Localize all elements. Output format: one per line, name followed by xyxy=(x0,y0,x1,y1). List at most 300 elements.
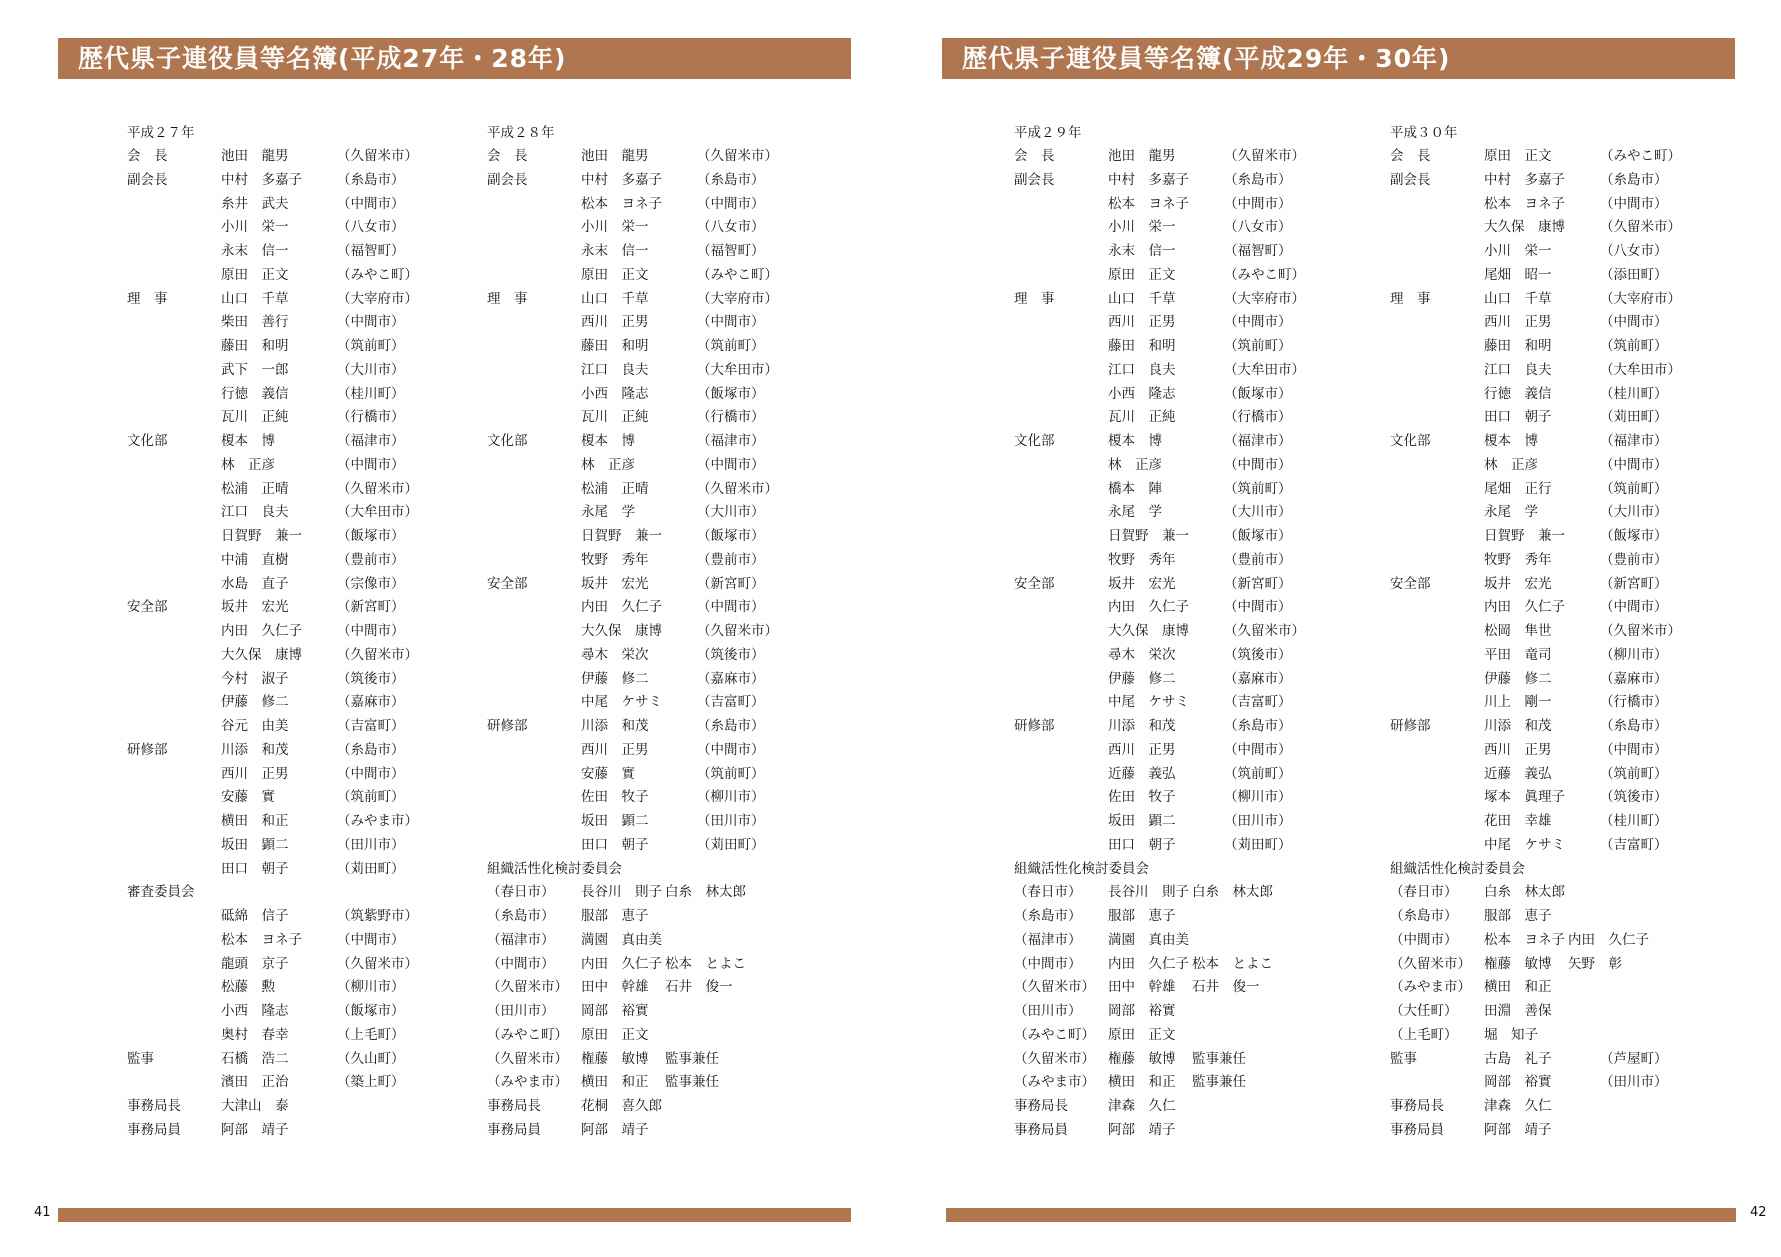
member-area: （中間市） xyxy=(1600,195,1668,212)
year-heading: 平成２８年 xyxy=(487,125,555,141)
member-name: 中尾 ケサミ xyxy=(1484,836,1565,853)
roster-row xyxy=(1390,1048,1668,1072)
year-heading: 平成２９年 xyxy=(1014,125,1082,141)
member-area: （八女市） xyxy=(1600,243,1668,259)
roster-row xyxy=(127,691,405,715)
role-label: 事務局員 xyxy=(1390,1121,1444,1138)
roster-row xyxy=(487,406,765,430)
roster-row xyxy=(1390,668,1668,692)
member-name: 権藤 敏博 xyxy=(1108,1050,1176,1067)
member-name: 内田 久仁子 xyxy=(1108,599,1189,616)
member-name: 阿部 靖子 xyxy=(221,1121,289,1138)
roster-row xyxy=(127,383,405,407)
roster-row xyxy=(1014,691,1292,715)
role-label: 文化部 xyxy=(487,433,528,449)
page-number: 41 xyxy=(34,1205,51,1220)
member-name: 永末 信一 xyxy=(581,243,649,259)
member-area: （福智町） xyxy=(1224,243,1292,259)
member-area: （嘉麻市） xyxy=(1224,670,1292,687)
member-name: 川添 和茂 xyxy=(1108,718,1176,734)
roster-row xyxy=(487,454,765,478)
member-area: （大牟田市） xyxy=(697,361,778,378)
roster-row xyxy=(1014,644,1292,668)
member-name: 池田 龍男 xyxy=(581,148,649,164)
roster-row xyxy=(127,620,405,644)
roster-row xyxy=(1390,216,1681,240)
member-area: （福津市） xyxy=(337,433,405,449)
roster-row xyxy=(1390,549,1668,573)
roster-row xyxy=(1390,406,1668,430)
roster-row xyxy=(127,1095,289,1119)
member-area: （添田町） xyxy=(1600,266,1668,283)
member-name: 内田 久仁子 xyxy=(1484,599,1565,616)
roster-row xyxy=(1390,953,1622,977)
member-area: （新宮町） xyxy=(697,575,765,592)
roster-row xyxy=(1014,1119,1176,1143)
roster-row xyxy=(127,739,405,763)
role-label: 研修部 xyxy=(1014,718,1055,734)
member-name-extra: 白糸 林太郎 xyxy=(665,884,746,901)
member-name-extra: 矢野 彰 xyxy=(1568,955,1622,972)
member-name-extra: 監事兼任 xyxy=(1192,1050,1246,1067)
member-area: （筑前町） xyxy=(1224,480,1292,497)
member-name: 内田 久仁子 xyxy=(581,955,662,972)
member-name: 田口 朝子 xyxy=(1108,836,1176,853)
roster-row xyxy=(1390,929,1649,953)
member-name: 満園 真由美 xyxy=(581,931,662,948)
roster-row xyxy=(1390,478,1668,502)
affiliation: （中間市） xyxy=(1014,955,1082,972)
member-area: （筑後市） xyxy=(697,646,765,663)
member-name: 内田 久仁子 xyxy=(1108,955,1189,972)
member-name: 日賀野 兼一 xyxy=(1484,528,1565,544)
member-name: 坂井 宏光 xyxy=(581,575,649,592)
year-heading: 平成３０年 xyxy=(1390,125,1458,141)
member-name: 小川 栄一 xyxy=(221,219,289,236)
affiliation: （みやま市） xyxy=(487,1074,568,1091)
member-area: （上毛町） xyxy=(337,1026,405,1043)
member-name: 川添 和茂 xyxy=(1484,718,1552,734)
roster-row xyxy=(1390,335,1668,359)
member-name: 榎本 博 xyxy=(581,433,635,449)
roster-row xyxy=(1014,1024,1176,1048)
roster-row xyxy=(127,810,418,834)
member-name: 古島 礼子 xyxy=(1484,1050,1552,1067)
member-area: （糸島市） xyxy=(1224,718,1292,734)
member-area: （糸島市） xyxy=(337,741,405,758)
member-name: 安藤 實 xyxy=(581,765,635,782)
member-area: （新宮町） xyxy=(337,599,405,616)
member-area: （久留米市） xyxy=(1224,148,1305,164)
member-area: （柳川市） xyxy=(1600,646,1668,663)
roster-column-h30 xyxy=(1390,121,1681,1143)
roster-row xyxy=(487,620,778,644)
member-name: 坂田 顕二 xyxy=(1108,813,1176,829)
member-area: （筑後市） xyxy=(1600,789,1668,806)
member-area: （大宰府市） xyxy=(697,290,778,307)
member-area: （久留米市） xyxy=(337,148,418,164)
role-label: 事務局員 xyxy=(1014,1121,1068,1138)
roster-row xyxy=(1390,1119,1552,1143)
member-area: （大川市） xyxy=(1600,504,1668,521)
roster-row xyxy=(487,288,778,312)
member-area: （柳川市） xyxy=(697,789,765,806)
roster-column-h27 xyxy=(127,121,418,1143)
roster-row xyxy=(127,881,195,905)
roster-row xyxy=(1390,834,1668,858)
member-name: 川添 和茂 xyxy=(221,741,289,758)
member-name: 塚本 眞理子 xyxy=(1484,789,1565,806)
member-name-extra: 石井 俊一 xyxy=(665,979,733,996)
member-name: 永尾 学 xyxy=(1484,504,1538,521)
member-area: （柳川市） xyxy=(1224,789,1292,806)
roster-row xyxy=(1014,834,1292,858)
member-name: 糸井 武夫 xyxy=(221,195,289,212)
role-label: 事務局長 xyxy=(1014,1098,1068,1114)
member-area: （田川市） xyxy=(1600,1074,1668,1091)
roster-row xyxy=(487,264,778,288)
roster-row xyxy=(127,976,405,1000)
member-area: （八女市） xyxy=(697,219,765,236)
member-name: 西川 正男 xyxy=(1108,741,1176,758)
member-name: 柴田 善行 xyxy=(221,314,289,331)
member-name: 小川 栄一 xyxy=(581,219,649,236)
member-name: 原田 正文 xyxy=(1108,1026,1176,1043)
member-name: 瓦川 正純 xyxy=(1108,409,1176,426)
member-area: （行橋市） xyxy=(1600,694,1668,711)
member-name: 近藤 義弘 xyxy=(1108,765,1176,782)
roster-row xyxy=(1390,786,1668,810)
roster-row xyxy=(487,1119,649,1143)
roster-row xyxy=(127,858,405,882)
roster-row xyxy=(1014,953,1273,977)
member-name: 坂井 宏光 xyxy=(1484,575,1552,592)
role-label: 組織活性化検討委員会 xyxy=(1014,860,1149,877)
member-area: （大宰府市） xyxy=(1224,290,1305,307)
member-name: 原田 正文 xyxy=(1108,266,1176,283)
member-area: （久留米市） xyxy=(1600,219,1681,236)
member-name: 武下 一郎 xyxy=(221,361,289,378)
roster-row xyxy=(1390,501,1668,525)
member-name: 原田 正文 xyxy=(581,1026,649,1043)
member-name: 伊藤 修二 xyxy=(1484,670,1552,687)
roster-row xyxy=(1014,1095,1176,1119)
member-area: （八女市） xyxy=(337,219,405,236)
member-name: 尋木 栄次 xyxy=(1108,646,1176,663)
roster-row xyxy=(487,905,649,929)
role-label: 会 長 xyxy=(487,148,528,164)
member-name: 佐田 牧子 xyxy=(581,789,649,806)
member-name: 西川 正男 xyxy=(221,765,289,782)
roster-row xyxy=(487,169,765,193)
member-name-extra: 監事兼任 xyxy=(665,1074,719,1091)
roster-row xyxy=(487,976,733,1000)
roster-row xyxy=(487,430,765,454)
roster-row xyxy=(127,834,405,858)
role-label: 安全部 xyxy=(487,575,528,592)
roster-row xyxy=(487,478,778,502)
affiliation: （福津市） xyxy=(1014,931,1082,948)
member-area: （久山町） xyxy=(337,1050,405,1067)
member-area: （中間市） xyxy=(337,314,405,331)
affiliation: （糸島市） xyxy=(487,908,555,924)
member-name: 松藤 勲 xyxy=(221,979,275,996)
roster-row xyxy=(487,881,746,905)
member-area: （宗像市） xyxy=(337,575,405,592)
affiliation: （大任町） xyxy=(1390,1003,1458,1019)
roster-row xyxy=(127,288,418,312)
member-name: 砥綿 信子 xyxy=(221,908,289,924)
member-area: （柳川市） xyxy=(337,979,405,996)
roster-row xyxy=(127,1071,405,1095)
member-name: 花田 幸雄 xyxy=(1484,813,1552,829)
member-name: 中浦 直樹 xyxy=(221,551,289,568)
member-name: 原田 正文 xyxy=(221,266,289,283)
member-area: （糸島市） xyxy=(1224,171,1292,188)
page-number: 42 xyxy=(1750,1205,1767,1220)
member-name: 尋木 栄次 xyxy=(581,646,649,663)
roster-row xyxy=(127,406,405,430)
role-label: 文化部 xyxy=(127,433,168,449)
year-heading: 平成２７年 xyxy=(127,125,195,141)
member-name: 岡部 裕實 xyxy=(1108,1003,1176,1019)
roster-row xyxy=(487,383,765,407)
member-area: （筑前町） xyxy=(1600,480,1668,497)
member-name-extra: 内田 久仁子 xyxy=(1568,931,1649,948)
member-name: 近藤 義弘 xyxy=(1484,765,1552,782)
member-name: 山口 千草 xyxy=(221,290,289,307)
role-label: 理 事 xyxy=(1390,290,1431,307)
roster-row xyxy=(1390,715,1668,739)
member-area: （苅田町） xyxy=(337,860,405,877)
role-label: 研修部 xyxy=(127,741,168,758)
member-name: 榎本 博 xyxy=(221,433,275,449)
roster-row xyxy=(1014,359,1305,383)
roster-row xyxy=(487,953,746,977)
roster-row xyxy=(487,193,765,217)
member-name: 田口 朝子 xyxy=(221,860,289,877)
roster-row xyxy=(1014,881,1273,905)
roster-row xyxy=(487,1024,649,1048)
member-area: （飯塚市） xyxy=(337,1003,405,1019)
member-area: （中間市） xyxy=(337,456,405,473)
roster-row xyxy=(127,240,405,264)
roster-row xyxy=(1014,668,1292,692)
role-label: 事務局長 xyxy=(487,1098,541,1114)
member-name: 川上 剛一 xyxy=(1484,694,1552,711)
roster-row xyxy=(1390,430,1668,454)
member-name: 江口 良夫 xyxy=(221,504,289,521)
member-name: 内田 久仁子 xyxy=(581,599,662,616)
member-area: （中間市） xyxy=(1224,314,1292,331)
roster-column-h29 xyxy=(1014,121,1305,1143)
member-name: 西川 正男 xyxy=(581,314,649,331)
member-name-extra: 松本 とよこ xyxy=(1192,955,1273,972)
role-label: 安全部 xyxy=(1390,575,1431,592)
roster-row xyxy=(1014,976,1260,1000)
member-name: 阿部 靖子 xyxy=(1108,1121,1176,1138)
roster-row xyxy=(1014,335,1292,359)
member-area: （大牟田市） xyxy=(337,504,418,521)
roster-row xyxy=(1390,383,1668,407)
member-name: 藤田 和明 xyxy=(581,338,649,354)
member-name: 大久保 康博 xyxy=(581,623,662,639)
member-area: （中間市） xyxy=(337,931,405,948)
member-name: 田中 幹雄 xyxy=(581,979,649,996)
roster-row xyxy=(127,668,405,692)
roster-row xyxy=(127,549,405,573)
member-area: （大牟田市） xyxy=(1600,361,1681,378)
member-name: 牧野 秀年 xyxy=(581,551,649,568)
member-area: （筑紫野市） xyxy=(337,908,418,924)
member-area: （中間市） xyxy=(1224,195,1292,212)
member-name: 服部 恵子 xyxy=(1484,908,1552,924)
member-name: 奥村 春幸 xyxy=(221,1026,289,1043)
member-area: （久留米市） xyxy=(1224,623,1305,639)
roster-row xyxy=(1390,976,1552,1000)
member-area: （苅田町） xyxy=(1600,409,1668,426)
member-name: 坂井 宏光 xyxy=(1108,575,1176,592)
member-area: （飯塚市） xyxy=(697,528,765,544)
member-name: 今村 淑子 xyxy=(221,670,289,687)
roster-row xyxy=(127,953,418,977)
member-area: （中間市） xyxy=(1224,599,1292,616)
roster-row xyxy=(127,454,405,478)
affiliation: （春日市） xyxy=(487,884,555,901)
roster-row xyxy=(1014,525,1292,549)
roster-row xyxy=(487,216,765,240)
member-name: 伊藤 修二 xyxy=(581,670,649,687)
member-name: 永末 信一 xyxy=(1108,243,1176,259)
role-label: 副会長 xyxy=(127,171,168,188)
roster-row xyxy=(1014,739,1292,763)
member-area: （糸島市） xyxy=(337,171,405,188)
member-name: 津森 久仁 xyxy=(1108,1098,1176,1114)
roster-row xyxy=(127,763,405,787)
page-title: 歴代県子連役員等名簿(平成27年・28年) xyxy=(58,38,851,79)
member-name: 日賀野 兼一 xyxy=(581,528,662,544)
affiliation: （上毛町） xyxy=(1390,1026,1458,1043)
member-area: （中間市） xyxy=(1600,599,1668,616)
member-name: 山口 千草 xyxy=(1108,290,1176,307)
roster-row xyxy=(1390,311,1668,335)
role-label: 事務局長 xyxy=(127,1098,181,1114)
member-area: （中間市） xyxy=(1224,741,1292,758)
roster-row xyxy=(487,525,765,549)
member-name: 堀 知子 xyxy=(1484,1026,1538,1043)
member-name: 内田 久仁子 xyxy=(221,623,302,639)
affiliation: （みやま市） xyxy=(1014,1074,1095,1091)
roster-row xyxy=(127,145,418,169)
roster-row xyxy=(1390,858,1525,882)
roster-row xyxy=(1014,1048,1246,1072)
member-name: 松浦 正晴 xyxy=(581,480,649,497)
member-area: （中間市） xyxy=(1600,456,1668,473)
member-area: （筑前町） xyxy=(1224,765,1292,782)
member-name: 江口 良夫 xyxy=(581,361,649,378)
member-area: （芦屋町） xyxy=(1600,1050,1668,1067)
member-name: 尾畑 昭一 xyxy=(1484,266,1552,283)
member-area: （田川市） xyxy=(337,836,405,853)
roster-row xyxy=(1014,715,1292,739)
member-name: 日賀野 兼一 xyxy=(1108,528,1189,544)
roster-row xyxy=(127,1119,289,1143)
roster-row xyxy=(1014,430,1292,454)
member-name: 佐田 牧子 xyxy=(1108,789,1176,806)
roster-row xyxy=(127,525,405,549)
member-name: 永尾 学 xyxy=(1108,504,1162,521)
role-label: 監事 xyxy=(1390,1050,1417,1067)
member-area: （中間市） xyxy=(697,456,765,473)
roster-row xyxy=(127,169,405,193)
member-area: （吉富町） xyxy=(697,694,765,711)
affiliation: （福津市） xyxy=(487,931,555,948)
member-name: 林 正彦 xyxy=(1484,456,1538,473)
member-area: （糸島市） xyxy=(697,718,765,734)
member-name: 江口 良夫 xyxy=(1484,361,1552,378)
member-area: （大宰府市） xyxy=(1600,290,1681,307)
member-name: 山口 千草 xyxy=(1484,290,1552,307)
roster-row xyxy=(1390,359,1681,383)
member-name: 江口 良夫 xyxy=(1108,361,1176,378)
member-name: 池田 龍男 xyxy=(1108,148,1176,164)
affiliation: （みやま市） xyxy=(1390,979,1471,996)
roster-row xyxy=(487,691,765,715)
roster-row xyxy=(1014,478,1292,502)
affiliation: （春日市） xyxy=(1014,884,1082,901)
roster-row xyxy=(1390,264,1668,288)
roster-row xyxy=(487,763,765,787)
member-name: 林 正彦 xyxy=(581,456,635,473)
role-label: 理 事 xyxy=(127,290,168,307)
member-area: （田川市） xyxy=(697,813,765,829)
affiliation: （久留米市） xyxy=(487,1050,568,1067)
member-name: 津森 久仁 xyxy=(1484,1098,1552,1114)
affiliation: （糸島市） xyxy=(1014,908,1082,924)
roster-row xyxy=(487,644,765,668)
member-name: 牧野 秀年 xyxy=(1484,551,1552,568)
member-area: （行橋市） xyxy=(1224,409,1292,426)
member-name: 伊藤 修二 xyxy=(221,694,289,711)
roster-row xyxy=(1014,905,1176,929)
member-area: （みやこ町） xyxy=(337,266,418,283)
roster-row xyxy=(127,311,405,335)
member-area: （筑前町） xyxy=(697,765,765,782)
member-area: （桂川町） xyxy=(1600,385,1668,402)
member-area: （中間市） xyxy=(1600,314,1668,331)
member-name: 松岡 隼世 xyxy=(1484,623,1552,639)
member-area: （福智町） xyxy=(697,243,765,259)
member-name-extra: 監事兼任 xyxy=(1192,1074,1246,1091)
member-name: 原田 正文 xyxy=(581,266,649,283)
role-label: 事務局員 xyxy=(487,1121,541,1138)
member-name: 満園 真由美 xyxy=(1108,931,1189,948)
member-name: 水島 直子 xyxy=(221,575,289,592)
roster-row xyxy=(1014,1071,1246,1095)
roster-row xyxy=(487,929,662,953)
member-name: 榎本 博 xyxy=(1108,433,1162,449)
member-area: （行橋市） xyxy=(697,409,765,426)
member-name-extra: 監事兼任 xyxy=(665,1050,719,1067)
member-name: 小西 隆志 xyxy=(581,385,649,402)
affiliation: （中間市） xyxy=(487,955,555,972)
roster-row xyxy=(487,715,765,739)
member-name: 松本 ヨネ子 xyxy=(581,195,662,212)
member-area: （福津市） xyxy=(1224,433,1292,449)
roster-row xyxy=(1014,786,1292,810)
role-label: 会 長 xyxy=(127,148,168,164)
roster-row xyxy=(1390,1024,1538,1048)
